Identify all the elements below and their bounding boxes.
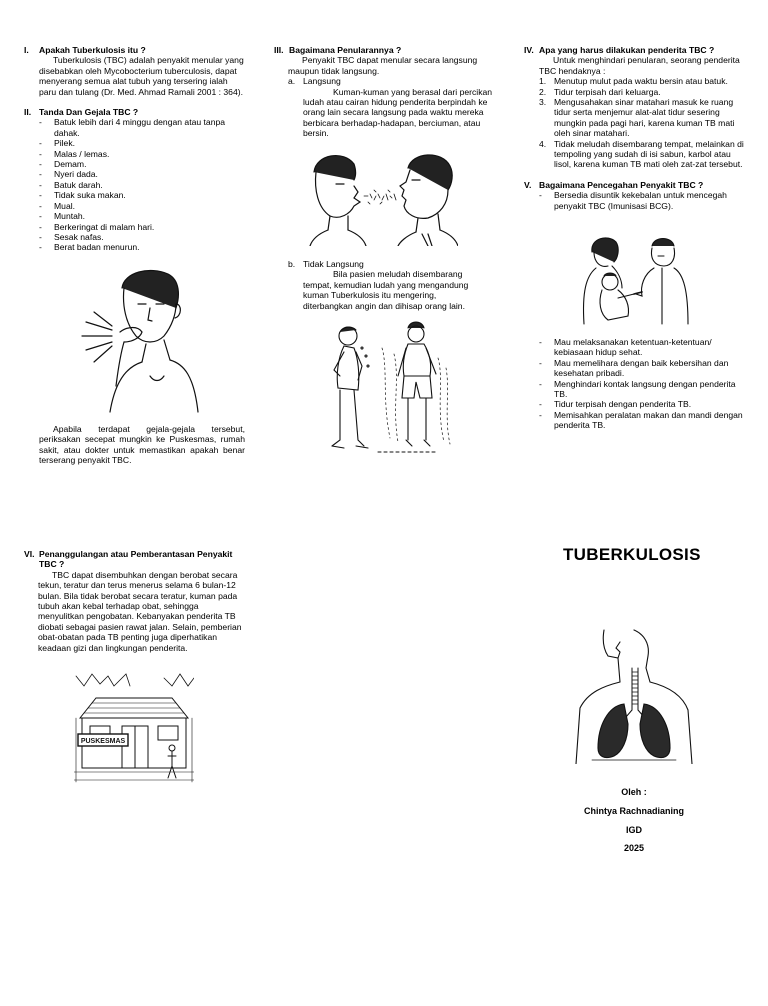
- subsection-b-body: Bila pasien meludah disembarang tempat, kemudian ludah yang mengandung kuman Tuberkulosis itu mengering, diterbangkan angin dan dihisap orang lain.: [303, 269, 469, 311]
- section-number: II.: [24, 107, 32, 118]
- author-block: [564, 787, 704, 854]
- list-item: - Mau memelihara dengan baik kebersihan dan kesehatan pribadi.: [539, 357, 729, 379]
- list-item: - Muntah.: [39, 211, 86, 222]
- section-5-heading: [524, 180, 748, 190]
- list-item: - Nyeri dada.: [39, 169, 98, 180]
- section-4-heading: [524, 45, 748, 55]
- list-item: 2. Tidur terpisah dari keluarga.: [539, 86, 661, 97]
- list-item: - Batuk lebih dari 4 minggu dengan atau tanpa dahak.: [39, 117, 226, 138]
- section-3: [274, 45, 494, 139]
- list-item: 4. Tidak meludah disembarang tempat, melainkan di tempoling yang sudah di isi sabun, karbol atau lisol, karena kuman TB mati oleh zat-zat tersebut.: [539, 138, 744, 170]
- heading-text: Apakah Tuberkulosis itu ?: [39, 45, 146, 55]
- section-4: [524, 45, 748, 211]
- section-1: [24, 45, 246, 253]
- section-3-body: Penyakit TBC dapat menular secara langsung maupun tidak langsung.: [288, 55, 478, 76]
- list-item: - Pilek.: [39, 138, 76, 149]
- list-item: - Demam.: [39, 159, 87, 170]
- list-item: - Mau melaksanakan ketentuan-ketentuan/ kebiasaan hidup sehat.: [539, 337, 712, 358]
- list-item: 1. Menutup mulut pada waktu bersin atau batuk.: [539, 76, 728, 87]
- list-item: - Bersedia disuntik kekebalan untuk mencegah penyakit TBC (Imunisasi BCG).: [539, 190, 727, 211]
- cover-title: TUBERKULOSIS: [563, 545, 701, 564]
- section-number: IV.: [524, 45, 534, 55]
- symptom-list: [24, 117, 246, 252]
- section-number: V.: [524, 179, 532, 190]
- department: IGD: [625, 824, 642, 835]
- section-5-continued: [539, 337, 749, 431]
- heading-text: Tanda Dan Gejala TBC ?: [39, 107, 139, 118]
- subsection-a-title: a. Langsung: [288, 76, 341, 87]
- subsection-b: [288, 259, 488, 311]
- section-3-heading: [274, 45, 494, 55]
- heading-text: Bagaimana Pencegahan Penyakit TBC ?: [539, 179, 704, 190]
- list-item: - Memisahkan peralatan makan dan mandi dengan penderita TB.: [539, 409, 743, 431]
- list-item: - Mual.: [39, 200, 76, 211]
- prevention-list-1: [524, 190, 748, 211]
- subsection-a-body: Kuman-kuman yang berasal dari percikan ludah atau cairan hidung penderita berpindah ke orang lain secara langsung pada waktu mereka berbicara berhadap-hadapan, berciuman, atau bersin.: [303, 86, 493, 139]
- puskesmas-illustration: [74, 672, 194, 784]
- spitting-illustration: [318, 318, 454, 454]
- section-4-body: Untuk menghindari penularan, seorang penderita TBC hendaknya :: [539, 55, 740, 76]
- list-item: - Tidur terpisah dengan penderita TB.: [539, 399, 692, 410]
- section-6-body: TBC dapat disembuhkan dengan berobat secara tekun, teratur dan terus menerus selama 6 bulan-12 bulan. Bila tidak berobat secara teratur, kuman pada tubuh akan kebal terhadap obat, sehingga menyulitkan pengobatan. Kebanyakan penderita TB diobati sebagai pasien rawat jalan. Selain, pemberian obat-obatan pada TB penting juga diperhatikan keadaan gizi dan lingkungan penderita.: [38, 569, 242, 653]
- section-2-heading: [24, 107, 246, 117]
- patient-actions-list: [524, 76, 748, 170]
- year: 2025: [623, 843, 645, 854]
- list-item: - Batuk darah.: [39, 179, 103, 190]
- list-item: - Berkeringat di malam hari.: [39, 221, 155, 232]
- heading-text: Apa yang harus dilakukan penderita TBC ?: [539, 45, 715, 55]
- heading-text: Penanggulangan atau Pemberantasan Penyakit TBC ?: [39, 549, 233, 570]
- list-item: 3. Mengusahakan sinar matahari masuk ke ruang tidur serta menjemur alat-alat tidur sesering mungkin pada pagi hari, karena kuman TB mati oleh sinar matahari.: [539, 97, 735, 139]
- section-number: VI.: [24, 549, 35, 559]
- section-number: I.: [24, 45, 29, 55]
- list-item: - Malas / lemas.: [39, 148, 110, 159]
- section-6: [24, 549, 246, 653]
- list-item: - Tidak suka makan.: [39, 190, 126, 201]
- section-number: III.: [274, 45, 284, 55]
- author-name: Chintya Rachnadianing: [583, 806, 684, 817]
- two-men-talking-illustration: [308, 150, 458, 246]
- lungs-illustration: [574, 628, 694, 764]
- puskesmas-sign: PUSKESMAS: [80, 738, 126, 745]
- coughing-man-illustration: [80, 266, 202, 414]
- section-6-heading: [24, 549, 246, 570]
- section-1-body: Tuberkulosis (TBC) adalah penyakit menular yang disebabkan oleh Mycobocterium tuberculosis, dapat menyerang semua alat tubuh yang tersering ialah paru dan tulang (Dr. Med. Ahmad Ramali 2001 : 364).: [39, 55, 244, 97]
- heading-text: Bagaimana Penularannya ?: [289, 45, 402, 55]
- by-label: Oleh :: [621, 787, 647, 797]
- subsection-b-title: b. Tidak Langsung: [288, 259, 364, 269]
- vaccination-illustration: [578, 232, 690, 328]
- list-item: - Menghindari kontak langsung dengan penderita TB.: [539, 378, 736, 400]
- section-2-after: Apabila terdapat gejala-gejala tersebut, periksakan secepat mungkin ke Puskesmas, rumah sakit, atau dokter untuk memastikan apakah benar terserang penyakit TBC.: [39, 424, 245, 466]
- section-1-heading: [24, 45, 246, 55]
- prevention-list-2: [539, 337, 749, 431]
- list-item: - Berat badan menurun.: [39, 242, 140, 253]
- list-item: - Sesak nafas.: [39, 231, 104, 242]
